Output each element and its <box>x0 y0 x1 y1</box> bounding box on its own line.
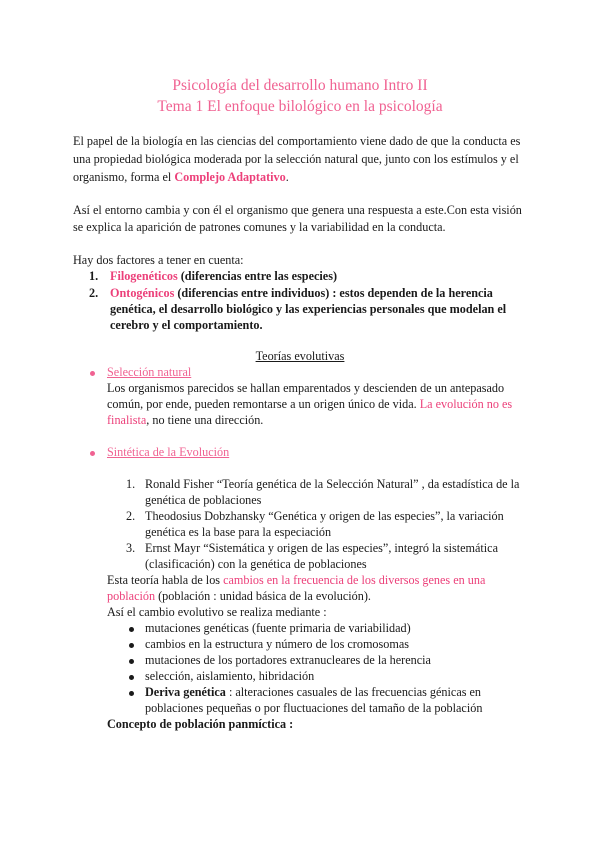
bullet-dot-icon <box>90 371 95 376</box>
factors-intro: Hay dos factores a tener en cuenta: <box>73 253 244 267</box>
factor1 <box>110 268 337 284</box>
bullet-dot-icon <box>129 643 134 648</box>
author1-line1: Ronald Fisher “Teoría genética de la Selección Natural” , da estadística de la <box>145 477 520 491</box>
env-line1: Así el entorno cambia y con él el organismo que genera una respuesta a este.Con esta visión <box>73 203 522 217</box>
seleccion-line1: Los organismos parecidos se hallan emparentados y descienden de un antepasado <box>107 381 505 395</box>
filogeneticos-term: Filogenéticos <box>110 269 178 283</box>
theory-line2-text: (población : unidad básica de la evolución). <box>155 589 371 603</box>
doc-title-line2: Tema 1 El enfoque bilológico en la psicología <box>157 98 443 115</box>
bullet-dot-icon <box>129 659 134 664</box>
factor2-line3: cerebro y el comportamiento. <box>110 318 263 332</box>
intro-line3 <box>73 169 289 185</box>
seleccion-natural-link[interactable]: Selección natural <box>107 365 192 379</box>
factor2-desc: (diferencias entre individuos) : estos dependen de la herencia <box>174 286 493 300</box>
author1-number: 1. <box>126 477 136 491</box>
deriva-genetica-item <box>145 684 481 700</box>
author2-number: 2. <box>126 509 136 523</box>
intro-line3-text: organismo, forma el <box>73 170 175 184</box>
seleccion-line3-text: , no tiene una dirección. <box>146 413 264 427</box>
author1-line2: genética de poblaciones <box>145 493 262 507</box>
seleccion-line2 <box>107 396 512 412</box>
deriva-genetica-term: Deriva genética <box>145 685 226 699</box>
bullet-dot-icon <box>90 451 95 456</box>
factor1-number: 1. <box>89 269 99 283</box>
deriva-line2: poblaciones pequeñas o por fluctuaciones del tamaño de la población <box>145 701 483 715</box>
evolucion-highlight: La evolución no es <box>419 397 513 411</box>
env-line2: se explica la aparición de patrones comunes y la variabilidad en la conducta. <box>73 220 446 234</box>
ontogenicos-term: Ontogénicos <box>110 286 175 300</box>
theory-line3: Así el cambio evolutivo se realiza mediante : <box>107 605 327 619</box>
bullet-dot-icon <box>129 691 134 696</box>
intro-line2: una propiedad biológica moderada por la selección natural que, junto con los estímulos y el <box>73 152 519 166</box>
complejo-adaptativo-term: Complejo Adaptativo <box>174 170 286 184</box>
concepto-poblacion-heading: Concepto de población panmíctica : <box>107 717 294 731</box>
seleccion-line3 <box>107 412 263 428</box>
theory-line2 <box>107 588 371 604</box>
theory-line1 <box>107 572 485 588</box>
author3-number: 3. <box>126 541 136 555</box>
mechanism-item: mutaciones de los portadores extranucleares de la herencia <box>145 653 431 667</box>
bullet-dot-icon <box>129 675 134 680</box>
deriva-desc: : alteraciones casuales de las frecuencias génicas en <box>225 685 482 699</box>
mechanism-item: selección, aislamiento, hibridación <box>145 669 315 683</box>
mechanism-item: mutaciones genéticas (fuente primaria de variabilidad) <box>145 621 411 635</box>
seleccion-line2-text: común, por ende, pueden remontarse a un origen único de vida. <box>107 397 420 411</box>
author3-line1: Ernst Mayr “Sistemática y origen de las especies”, integró la sistemática <box>145 541 498 555</box>
doc-title-line1: Psicología del desarrollo humano Intro II <box>172 77 428 94</box>
factor2-number: 2. <box>89 286 99 300</box>
author2-line2: genética es la base para la especiación <box>145 525 332 539</box>
factor1-desc: (diferencias entre las especies) <box>177 269 338 283</box>
intro-line1: El papel de la biología en las ciencias del comportamiento viene dado de que la conducta es <box>73 134 521 148</box>
mechanism-item: cambios en la estructura y número de los cromosomas <box>145 637 409 651</box>
poblacion-highlight: población <box>107 589 156 603</box>
factor2-line2: genética, el desarrollo biológico y las experiencias personales que modelan el <box>110 302 507 316</box>
section-heading-teorias: Teorías evolutivas <box>255 349 345 363</box>
factor2 <box>110 285 493 301</box>
finalista-highlight: finalista <box>107 413 147 427</box>
author3-line2: (clasificación) con la genética de poblaciones <box>145 557 367 571</box>
sintetica-evolucion-link[interactable]: Sintética de la Evolución <box>107 445 230 459</box>
intro-line3-end: . <box>285 170 289 184</box>
theory-line1-text: Esta teoría habla de los <box>107 573 224 587</box>
cambios-frecuencia-highlight: cambios en la frecuencia de los diversos genes en una <box>223 573 486 587</box>
bullet-dot-icon <box>129 627 134 632</box>
author2-line1: Theodosius Dobzhansky “Genética y origen de las especies”, la variación <box>145 509 504 523</box>
